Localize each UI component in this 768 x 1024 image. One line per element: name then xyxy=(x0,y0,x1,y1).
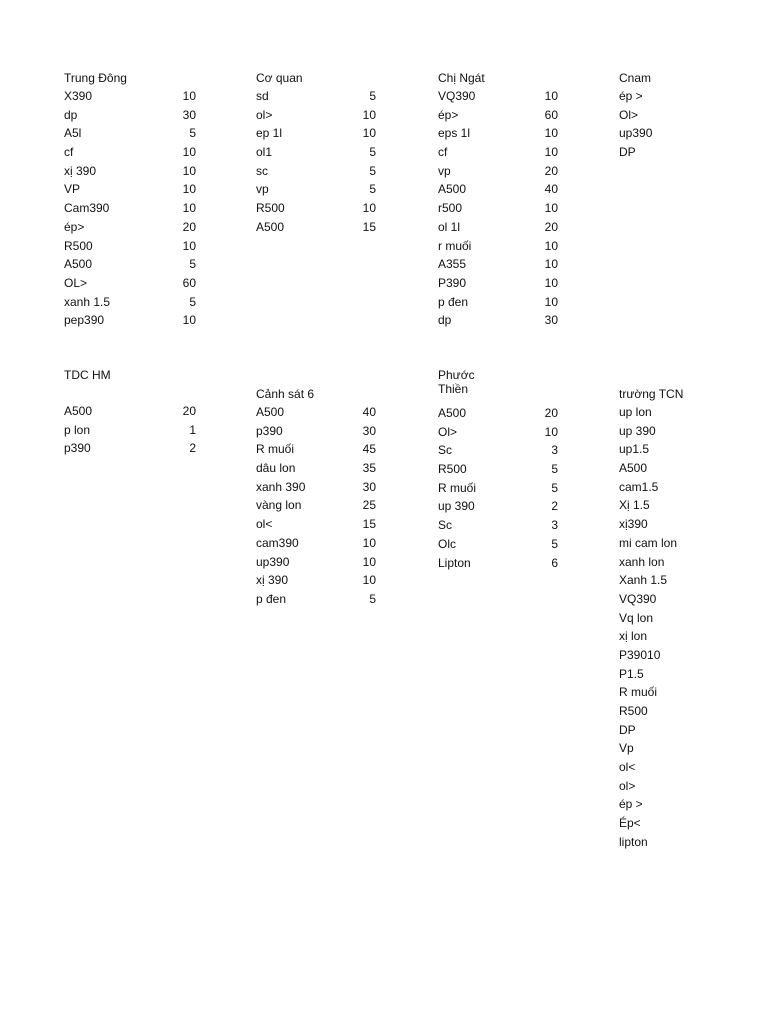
item-name: p390 xyxy=(64,441,91,456)
list-item xyxy=(438,255,558,274)
item-quantity: 10 xyxy=(182,145,196,160)
item-quantity: 10 xyxy=(362,201,376,216)
item-quantity: 10 xyxy=(362,573,376,588)
list-item xyxy=(64,237,196,256)
list-item xyxy=(619,814,739,833)
item-name: xanh lon xyxy=(619,554,665,569)
list-item xyxy=(619,478,739,497)
group-title: Cnam xyxy=(619,71,652,85)
list-item xyxy=(619,739,739,758)
item-name: VQ390 xyxy=(438,89,476,103)
item-quantity: 30 xyxy=(182,107,196,122)
item-name: P39010 xyxy=(619,647,661,662)
list-item xyxy=(438,106,558,125)
item-quantity: 20 xyxy=(544,219,558,234)
item-quantity: 10 xyxy=(362,126,376,141)
item-name: ol> xyxy=(619,778,636,793)
group-co-quan xyxy=(256,69,376,237)
list-item xyxy=(256,496,376,515)
item-name: ol< xyxy=(619,760,636,775)
item-quantity: 5 xyxy=(551,480,558,495)
item-name: p đen xyxy=(256,591,287,606)
item-name: mi cam lon xyxy=(619,535,678,550)
item-name: A5l xyxy=(64,126,82,141)
item-quantity: 60 xyxy=(544,107,558,122)
item-name: ol 1l xyxy=(438,219,461,234)
item-name: xanh 1.5 xyxy=(64,294,111,309)
item-quantity: 10 xyxy=(182,238,196,253)
item-name: OL> xyxy=(64,275,88,290)
item-name: dp xyxy=(438,313,452,328)
group-title-line1: Phước xyxy=(438,368,475,382)
item-name: p lon xyxy=(64,422,91,437)
item-quantity: 30 xyxy=(544,313,558,328)
list-item xyxy=(64,162,196,181)
list-item xyxy=(256,515,376,534)
item-quantity: 5 xyxy=(369,163,376,178)
item-name: Vq lon xyxy=(619,610,654,625)
item-name: VQ390 xyxy=(619,591,657,606)
item-name: A500 xyxy=(64,404,93,418)
item-name: Ép< xyxy=(619,816,641,831)
item-name: dâu lon xyxy=(256,461,296,476)
group-title: Chị Ngát xyxy=(438,71,485,85)
list-item xyxy=(64,439,196,458)
list-item xyxy=(256,162,376,181)
list-item xyxy=(619,496,739,515)
item-quantity: 40 xyxy=(544,182,558,197)
list-item xyxy=(438,274,558,293)
item-name: A500 xyxy=(619,461,648,476)
list-item xyxy=(438,516,558,535)
item-name: R muối xyxy=(256,442,295,457)
list-item xyxy=(256,553,376,572)
item-quantity: 30 xyxy=(362,479,376,494)
list-item xyxy=(64,293,196,312)
item-quantity: 5 xyxy=(551,462,558,477)
item-quantity: 2 xyxy=(189,441,196,456)
list-item xyxy=(619,646,739,665)
item-quantity: 10 xyxy=(362,535,376,550)
list-item xyxy=(256,571,376,590)
item-name: ol> xyxy=(256,107,273,122)
list-item xyxy=(256,534,376,553)
item-name: up 390 xyxy=(619,423,656,438)
item-quantity: 5 xyxy=(369,591,376,606)
list-item xyxy=(619,683,739,702)
list-item xyxy=(64,402,196,421)
item-quantity: 5 xyxy=(189,294,196,309)
item-name: sc xyxy=(256,163,268,178)
list-item xyxy=(256,459,376,478)
item-quantity: 5 xyxy=(369,145,376,160)
item-name: lipton xyxy=(619,834,648,849)
list-item xyxy=(64,311,196,330)
list-item xyxy=(438,143,558,162)
item-quantity: 35 xyxy=(362,461,376,476)
item-quantity: 20 xyxy=(182,404,196,418)
item-name: P390 xyxy=(438,275,467,290)
item-quantity: 5 xyxy=(369,89,376,103)
item-name: r500 xyxy=(438,201,463,216)
item-name: p390 xyxy=(256,423,283,438)
item-name: dp xyxy=(64,107,78,122)
list-item xyxy=(256,180,376,199)
item-name: up 390 xyxy=(438,499,475,514)
item-quantity: 10 xyxy=(182,89,196,103)
list-item xyxy=(438,423,558,442)
list-item xyxy=(256,143,376,162)
list-item xyxy=(438,404,558,423)
item-name: vàng lon xyxy=(256,498,302,513)
group-title: Cảnh sát 6 xyxy=(256,387,315,401)
list-item xyxy=(619,87,739,106)
item-name: P1.5 xyxy=(619,666,644,681)
list-item xyxy=(619,422,739,441)
item-name: xanh 390 xyxy=(256,479,306,494)
item-quantity: 10 xyxy=(182,182,196,197)
item-name: xị 390 xyxy=(256,573,289,588)
list-item xyxy=(64,124,196,143)
item-quantity: 10 xyxy=(182,313,196,328)
item-quantity: 25 xyxy=(362,498,376,513)
item-quantity: 5 xyxy=(551,536,558,551)
list-item xyxy=(438,554,558,573)
item-quantity: 2 xyxy=(551,499,558,514)
item-name: eps 1l xyxy=(438,126,471,141)
list-item xyxy=(64,218,196,237)
item-quantity: 10 xyxy=(544,294,558,309)
item-name: A500 xyxy=(438,406,467,420)
list-item xyxy=(438,497,558,516)
group-title xyxy=(438,368,558,404)
group-canh-sat-6 xyxy=(256,385,376,609)
list-item xyxy=(438,87,558,106)
list-item xyxy=(438,162,558,181)
list-item xyxy=(64,199,196,218)
item-name: Lipton xyxy=(438,555,471,570)
group-cnam xyxy=(619,69,739,162)
item-name: ep 1l xyxy=(256,126,283,141)
list-item xyxy=(619,665,739,684)
item-name: Sc xyxy=(438,518,453,533)
list-item xyxy=(619,758,739,777)
list-item xyxy=(64,87,196,106)
list-item xyxy=(438,293,558,312)
item-name: sd xyxy=(256,89,269,103)
item-name: up1.5 xyxy=(619,442,650,457)
item-name: xị390 xyxy=(619,517,648,532)
item-name: xị 390 xyxy=(64,163,97,178)
group-title: TDC HM xyxy=(64,368,111,382)
item-quantity: 10 xyxy=(544,145,558,160)
item-name: R500 xyxy=(438,462,467,477)
item-name: Xanh 1.5 xyxy=(619,573,668,588)
item-quantity: 5 xyxy=(369,182,376,197)
list-item xyxy=(256,218,376,237)
group-title: Trung Đông xyxy=(64,71,127,85)
item-name: DP xyxy=(619,145,636,160)
item-name: ép> xyxy=(64,219,85,234)
list-item xyxy=(438,124,558,143)
item-name: A500 xyxy=(438,182,467,197)
list-item xyxy=(256,403,376,422)
item-name: A500 xyxy=(256,405,285,419)
item-quantity: 10 xyxy=(544,275,558,290)
item-name: R500 xyxy=(256,201,285,216)
list-item xyxy=(256,199,376,218)
list-item xyxy=(619,590,739,609)
list-item xyxy=(438,479,558,498)
group-truong-tcn xyxy=(619,385,739,852)
item-quantity: 10 xyxy=(544,89,558,103)
item-quantity: 3 xyxy=(551,518,558,533)
list-item xyxy=(438,237,558,256)
group-title: trường TCN xyxy=(619,387,684,401)
item-quantity: 15 xyxy=(362,517,376,532)
list-item xyxy=(619,571,739,590)
item-quantity: 10 xyxy=(544,126,558,141)
list-item xyxy=(256,478,376,497)
list-item xyxy=(438,199,558,218)
item-name: X390 xyxy=(64,89,93,103)
list-item xyxy=(256,87,376,106)
item-quantity: 1 xyxy=(189,422,196,437)
item-name: p đen xyxy=(438,294,469,309)
item-name: R muối xyxy=(619,685,658,700)
list-item xyxy=(619,721,739,740)
item-quantity: 40 xyxy=(362,405,376,419)
item-quantity: 3 xyxy=(551,443,558,458)
item-quantity: 60 xyxy=(182,275,196,290)
item-name: cf xyxy=(438,145,448,160)
item-name: DP xyxy=(619,722,636,737)
item-name: Cam390 xyxy=(64,201,110,216)
list-item xyxy=(256,440,376,459)
item-quantity: 20 xyxy=(182,219,196,234)
item-name: Xị 1.5 xyxy=(619,498,650,513)
item-name: Ol> xyxy=(438,424,458,439)
list-item xyxy=(438,180,558,199)
group-title-line2: Thiền xyxy=(438,382,469,396)
list-item xyxy=(64,274,196,293)
list-item xyxy=(438,460,558,479)
list-item xyxy=(619,440,739,459)
item-quantity: 30 xyxy=(362,423,376,438)
item-name: cf xyxy=(64,145,74,160)
item-name: cam390 xyxy=(256,535,299,550)
list-item xyxy=(619,627,739,646)
item-name: A500 xyxy=(256,219,285,234)
item-name: pep390 xyxy=(64,313,105,328)
item-quantity: 10 xyxy=(544,257,558,272)
item-quantity: 5 xyxy=(189,257,196,272)
item-name: Olc xyxy=(438,536,456,551)
item-quantity: 10 xyxy=(362,554,376,569)
item-name: R500 xyxy=(619,704,648,718)
list-item xyxy=(619,534,739,553)
list-item xyxy=(619,143,739,162)
item-name: Ol> xyxy=(619,107,639,122)
item-name: up390 xyxy=(619,126,653,141)
item-name: vp xyxy=(256,182,269,197)
item-name: xị lon xyxy=(619,629,648,644)
group-trung-dong xyxy=(64,69,196,330)
item-name: ép> xyxy=(438,107,459,122)
group-phuoc-thien xyxy=(438,368,558,572)
list-item xyxy=(256,106,376,125)
list-item xyxy=(438,218,558,237)
item-name: up390 xyxy=(256,554,290,569)
list-item xyxy=(619,702,739,721)
list-item xyxy=(619,515,739,534)
list-item xyxy=(256,422,376,441)
list-item xyxy=(619,553,739,572)
item-name: ép > xyxy=(619,797,643,812)
item-name: r muối xyxy=(438,238,472,253)
item-name: ol< xyxy=(256,517,273,532)
item-name: A500 xyxy=(64,257,93,272)
item-name: R muối xyxy=(438,480,477,495)
list-item xyxy=(64,421,196,440)
list-item xyxy=(438,535,558,554)
item-name: up lon xyxy=(619,405,652,419)
item-quantity: 10 xyxy=(544,424,558,439)
list-item xyxy=(256,590,376,609)
list-item xyxy=(64,180,196,199)
list-item xyxy=(619,609,739,628)
list-item xyxy=(438,441,558,460)
item-quantity: 20 xyxy=(544,406,558,420)
list-item xyxy=(619,403,739,422)
list-item xyxy=(64,143,196,162)
list-item xyxy=(619,124,739,143)
item-quantity: 10 xyxy=(182,201,196,216)
item-name: vp xyxy=(438,163,451,178)
group-tdc-hm xyxy=(64,366,196,458)
list-item xyxy=(619,106,739,125)
item-quantity: 45 xyxy=(362,442,376,457)
list-item xyxy=(619,833,739,852)
item-quantity: 10 xyxy=(362,107,376,122)
item-quantity: 5 xyxy=(189,126,196,141)
item-quantity: 10 xyxy=(182,163,196,178)
item-quantity: 10 xyxy=(544,238,558,253)
list-item xyxy=(619,795,739,814)
list-item xyxy=(619,777,739,796)
item-name: R500 xyxy=(64,238,93,253)
item-quantity: 15 xyxy=(362,219,376,234)
list-item xyxy=(256,124,376,143)
item-quantity: 10 xyxy=(544,201,558,216)
item-name: cam1.5 xyxy=(619,479,659,494)
item-name: ol1 xyxy=(256,145,273,160)
item-name: VP xyxy=(64,182,81,197)
group-chi-ngat xyxy=(438,69,558,330)
group-title: Cơ quan xyxy=(256,71,303,85)
item-name: Vp xyxy=(619,741,634,756)
item-name: A355 xyxy=(438,257,467,272)
item-name: ép > xyxy=(619,89,643,103)
list-item xyxy=(438,311,558,330)
item-quantity: 6 xyxy=(551,555,558,570)
list-item xyxy=(64,106,196,125)
item-name: Sc xyxy=(438,443,453,458)
item-quantity: 20 xyxy=(544,163,558,178)
list-item xyxy=(64,255,196,274)
list-item xyxy=(619,459,739,478)
